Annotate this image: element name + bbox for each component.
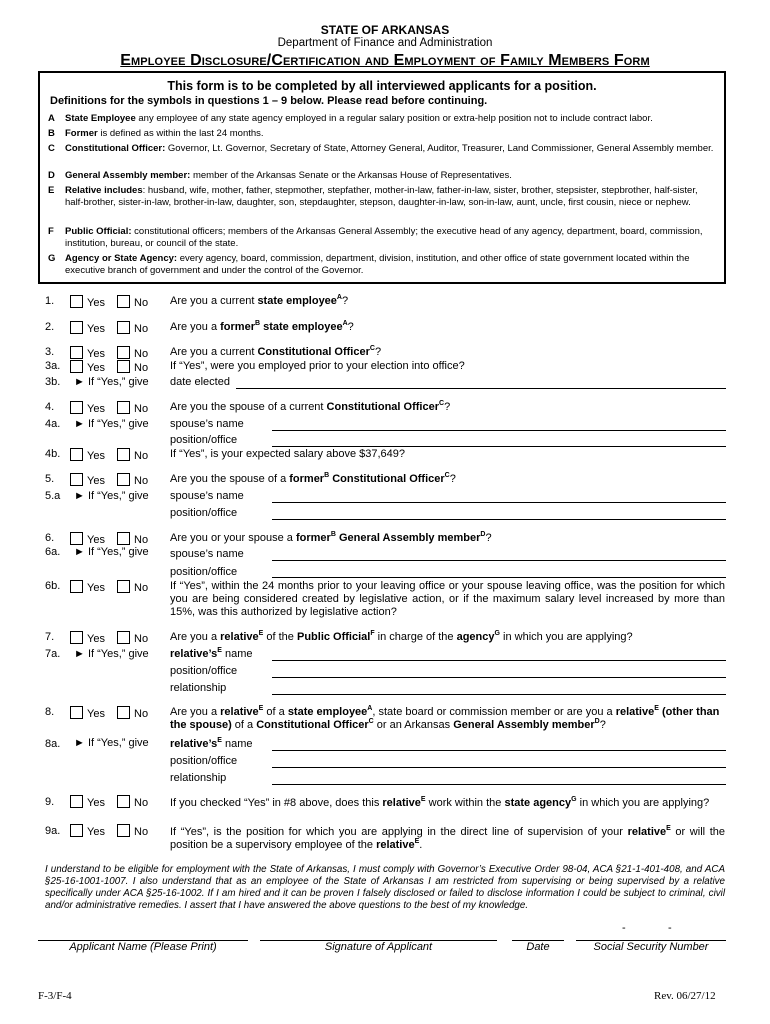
checkbox-icon[interactable] <box>70 824 83 837</box>
spouse-name-label: spouse’s name <box>170 418 244 430</box>
question-number: 9. <box>45 796 55 808</box>
if-yes-give-label: ► If “Yes,” give <box>74 737 149 749</box>
position-office-field[interactable] <box>272 767 726 768</box>
question-4b-text: If “Yes”, is your expected salary above $37,649? <box>170 448 406 460</box>
checkbox-icon[interactable] <box>70 295 83 308</box>
relationship-label: relationship <box>170 682 227 694</box>
relative-name-field[interactable] <box>272 750 726 751</box>
checkbox-icon[interactable] <box>117 631 130 644</box>
question-9a-text: If “Yes”, is the position for which you are applying in the direct line of supervision of your relative$^E$ or will the position be a supervisory employee of the relative$^E$. <box>170 825 725 851</box>
if-yes-give-label: ► If “Yes,” give <box>74 546 149 558</box>
question-6-text: Are you or your spouse a former$^B$ General Assembly member$^D$? <box>170 531 492 544</box>
question-number: 8. <box>45 706 55 718</box>
no-checkbox[interactable]: No <box>117 631 148 646</box>
question-number: 1. <box>45 295 55 307</box>
spouse-name-field[interactable] <box>272 560 726 561</box>
no-checkbox[interactable]: No <box>117 346 148 361</box>
question-7-text: Are you a relative$^E$ of the Public Official$^F$ in charge of the agency$^G$ in which you are applying? <box>170 630 633 643</box>
question-6b-text: If “Yes”, within the 24 months prior to your leaving office or your spouse leaving office, was the position for which you are being considered created by legislative action, or if the maximum salary level increased by more than 15%, was this authorized by legislative action? <box>170 580 725 618</box>
box-title: This form is to be completed by all interviewed applicants for a position. <box>167 79 597 93</box>
date-elected-label: date elected <box>170 376 230 388</box>
checkbox-icon[interactable] <box>70 360 83 373</box>
checkbox-icon[interactable] <box>70 795 83 808</box>
yes-checkbox[interactable]: Yes <box>70 321 105 336</box>
question-number: 8a. <box>45 738 61 750</box>
definition-d: D General Assembly member: member of the Arkansas Senate or the Arkansas House of Representatives. <box>48 170 512 181</box>
yes-checkbox[interactable]: Yes <box>70 795 105 810</box>
definition-b: B Former is defined as within the last 24 months. <box>48 128 264 139</box>
yes-checkbox[interactable]: Yes <box>70 295 105 310</box>
relationship-field[interactable] <box>272 694 726 695</box>
form-number: F-3/F-4 <box>38 990 72 1002</box>
ssn-dash: - <box>622 922 626 934</box>
relative-name-label: $relative’s^E$ name <box>170 737 253 750</box>
no-checkbox[interactable]: No <box>117 532 148 547</box>
date-elected-field[interactable] <box>236 388 726 389</box>
checkbox-icon[interactable] <box>70 473 83 486</box>
question-number: 3a. <box>45 360 61 372</box>
relative-name-field[interactable] <box>272 660 726 661</box>
if-yes-give-label: ► If “Yes,” give <box>74 648 149 660</box>
question-8-text: Are you a relative$^E$ of a state employee$^A$, state board or commission member or are you a relative$^E$ (other than the spouse) of a Constitutional Officer$^C$ or an Arkansas General Assembly member$^D$? <box>170 705 720 731</box>
ssn-dash: - <box>668 922 672 934</box>
no-checkbox[interactable]: No <box>117 580 148 595</box>
ssn-label: Social Security Number <box>593 941 709 953</box>
question-number: 6. <box>45 532 55 544</box>
checkbox-icon[interactable] <box>70 448 83 461</box>
no-checkbox[interactable]: No <box>117 360 148 375</box>
question-number: 7a. <box>45 648 61 660</box>
no-checkbox[interactable]: No <box>117 321 148 336</box>
question-number: 3b. <box>45 376 61 388</box>
checkbox-icon[interactable] <box>117 824 130 837</box>
state-heading: STATE OF ARKANSAS <box>320 23 450 37</box>
question-number: 6b. <box>45 580 61 592</box>
yes-checkbox[interactable]: Yes <box>70 532 105 547</box>
question-1-text: Are you a current state employee$^A$? <box>170 294 349 307</box>
box-subtitle: Definitions for the symbols in questions 1 – 9 below. Please read before continuing. <box>50 95 488 107</box>
yes-checkbox[interactable]: Yes <box>70 824 105 839</box>
question-number: 5. <box>45 473 55 485</box>
position-office-label: position/office <box>170 434 238 446</box>
question-2-text: Are you a former$^B$ state employee$^A$? <box>170 320 354 333</box>
position-office-field[interactable] <box>272 577 726 578</box>
question-number: 9a. <box>45 825 61 837</box>
position-office-label: position/office <box>170 507 238 519</box>
spouse-name-field[interactable] <box>272 502 726 503</box>
relationship-label: relationship <box>170 772 227 784</box>
checkbox-icon[interactable] <box>70 401 83 414</box>
department-heading: Department of Finance and Administration <box>277 37 493 49</box>
no-checkbox[interactable]: No <box>117 401 148 416</box>
question-5-text: Are you the spouse of a former$^B$ Constitutional Officer$^C$? <box>170 472 456 485</box>
question-number: 2. <box>45 321 55 333</box>
question-number: 5.a <box>45 490 61 502</box>
checkbox-icon[interactable] <box>70 631 83 644</box>
checkbox-icon[interactable] <box>70 346 83 359</box>
checkbox-icon[interactable] <box>117 295 130 308</box>
yes-checkbox[interactable]: Yes <box>70 631 105 646</box>
checkbox-icon[interactable] <box>117 346 130 359</box>
yes-checkbox[interactable]: Yes <box>70 401 105 416</box>
question-4-text: Are you the spouse of a current Constitutional Officer$^C$? <box>170 400 451 413</box>
relationship-field[interactable] <box>272 784 726 785</box>
definition-g: G Agency or State Agency: every agency, board, commission, department, division, institution, and other office of state government located within the executive branch of government and under the control of the Governor. <box>48 253 690 276</box>
question-number: 4a. <box>45 418 61 430</box>
checkbox-icon[interactable] <box>117 795 130 808</box>
spouse-name-label: spouse’s name <box>170 548 244 560</box>
definitions-box <box>38 71 726 284</box>
question-3a-text: If “Yes”, were you employed prior to your election into office? <box>170 360 465 372</box>
question-number: 6a. <box>45 546 61 558</box>
no-checkbox[interactable]: No <box>117 448 148 463</box>
yes-checkbox[interactable]: Yes <box>70 360 105 375</box>
no-checkbox[interactable]: No <box>117 473 148 488</box>
spouse-name-field[interactable] <box>272 430 726 431</box>
no-checkbox[interactable]: No <box>117 824 148 839</box>
position-office-label: position/office <box>170 665 238 677</box>
yes-checkbox[interactable]: Yes <box>70 706 105 721</box>
if-yes-give-label: ► If “Yes,” give <box>74 418 149 430</box>
form-title: Employee Disclosure/Certification and Employment of Family Members Form <box>120 52 650 69</box>
checkbox-icon[interactable] <box>117 401 130 414</box>
certification-statement: I understand to be eligible for employment with the State of Arkansas, I must comply with Governor’s Executive Order 98-04, ACA §21-1-401-408, and ACA §25-16-1001-1007. I also understand that as an employee of the State of Arkansas I am restricted from supervising or being supervised by a relative specifically under ACA §25-16-1002. If I am hired and it can be proven I falsely disclosed or failed to disclose information I could be subject to criminal, civil and/or administrative remedies. I assert that I have answered the above questions to the best of my knowledge. <box>45 864 725 911</box>
position-office-label: position/office <box>170 566 238 578</box>
relative-name-label: $relative’s^E$ name <box>170 647 253 660</box>
question-3-text: Are you a current Constitutional Officer$^C$? <box>170 345 382 358</box>
question-number: 3. <box>45 346 55 358</box>
definition-f: F Public Official: constitutional officers; members of the Arkansas General Assembly; the executive head of any agency, department, board, commission, institution, bureau, or council of the state. <box>48 226 703 249</box>
checkbox-icon[interactable] <box>117 473 130 486</box>
checkbox-icon[interactable] <box>117 580 130 593</box>
question-number: 4. <box>45 401 55 413</box>
applicant-name-label: Applicant Name (Please Print) <box>69 941 217 953</box>
checkbox-icon[interactable] <box>117 532 130 545</box>
if-yes-give-label: ► If “Yes,” give <box>74 376 149 388</box>
signature-label: Signature of Applicant <box>324 941 433 953</box>
no-checkbox[interactable]: No <box>117 795 148 810</box>
position-office-field[interactable] <box>272 446 726 447</box>
checkbox-icon[interactable] <box>70 532 83 545</box>
no-checkbox[interactable]: No <box>117 295 148 310</box>
definition-e: E Relative includes: husband, wife, mother, father, stepmother, stepfather, mother-in-law, father-in-law, sister, brother, stepsister, stepbrother, half-sister, half-brother, sister-in-law, brother-in-law, daughter, son, stepdaughter, stepson, daughter-in-law, son-in-law, aunt, uncle, first cousin, niece or nephew. <box>48 185 698 208</box>
question-9-text: If you checked “Yes” in #8 above, does this relative$^E$ work within the state agency$^G$ in which you are applying? <box>170 796 710 809</box>
checkbox-icon[interactable] <box>117 706 130 719</box>
yes-checkbox[interactable]: Yes <box>70 473 105 488</box>
yes-checkbox[interactable]: Yes <box>70 448 105 463</box>
checkbox-icon[interactable] <box>70 706 83 719</box>
if-yes-give-label: ► If “Yes,” give <box>74 490 149 502</box>
date-label: Date <box>526 941 550 953</box>
definition-a: A State Employee any employee of any state agency employed in a regular salary position or extra-help position not to include contract labor. <box>48 113 653 124</box>
yes-checkbox[interactable]: Yes <box>70 346 105 361</box>
checkbox-icon[interactable] <box>117 360 130 373</box>
checkbox-icon[interactable] <box>70 321 83 334</box>
definition-c: C Constitutional Officer: Governor, Lt. Governor, Secretary of State, Attorney General, Auditor, Treasurer, Land Commissioner, General Assembly member. <box>48 143 714 154</box>
checkbox-icon[interactable] <box>70 580 83 593</box>
no-checkbox[interactable]: No <box>117 706 148 721</box>
yes-checkbox[interactable]: Yes <box>70 580 105 595</box>
position-office-field[interactable] <box>272 677 726 678</box>
spouse-name-label: spouse’s name <box>170 490 244 502</box>
checkbox-icon[interactable] <box>117 448 130 461</box>
checkbox-icon[interactable] <box>117 321 130 334</box>
revision-date: Rev. 06/27/12 <box>654 990 716 1002</box>
question-number: 7. <box>45 631 55 643</box>
position-office-field[interactable] <box>272 519 726 520</box>
question-number: 4b. <box>45 448 61 460</box>
position-office-label: position/office <box>170 755 238 767</box>
